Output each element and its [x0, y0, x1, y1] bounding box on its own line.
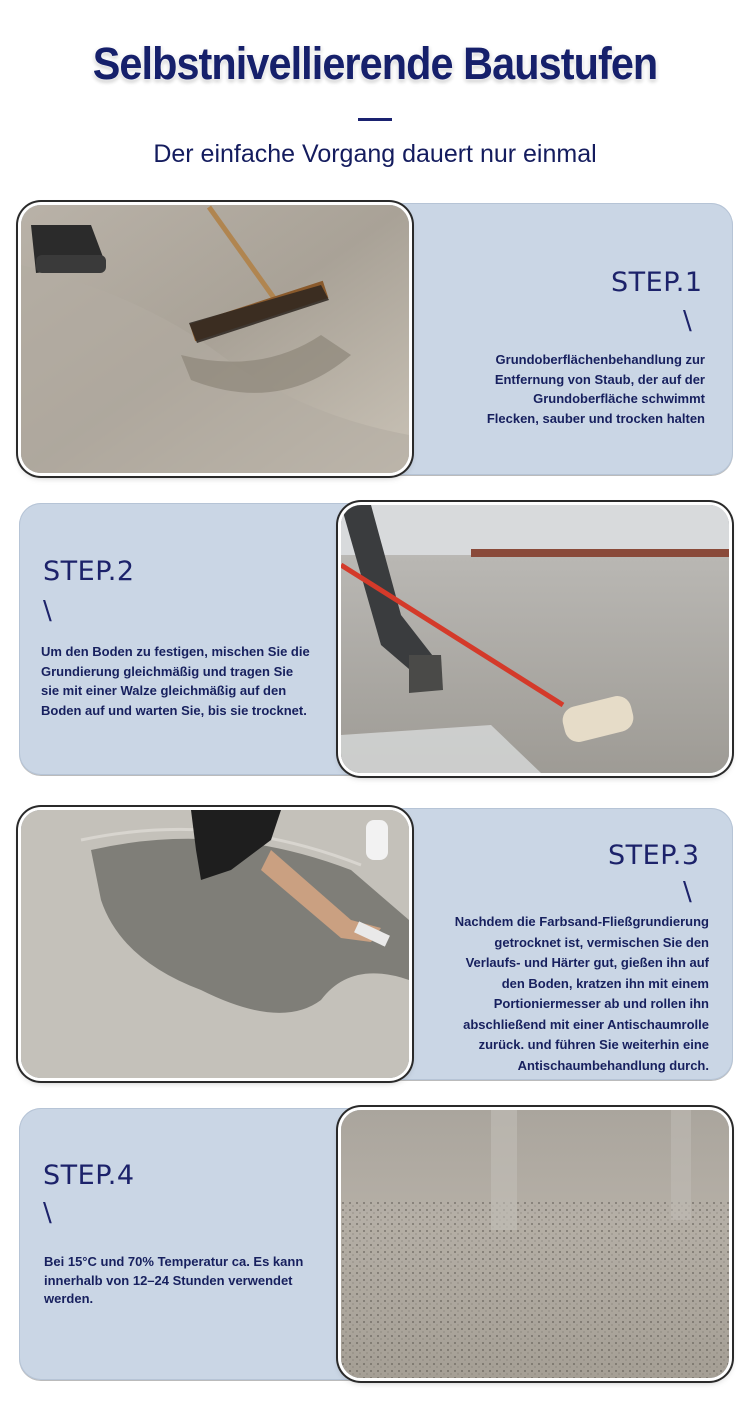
step-3-slash: \ — [683, 877, 692, 907]
text-line: Bei 15°C und 70% Temperatur ca. Es kann — [44, 1254, 304, 1269]
text-line: werden. — [44, 1291, 94, 1306]
step-3-photo — [21, 810, 409, 1078]
text-line: Um den Boden zu festigen, mischen Sie die — [41, 644, 310, 659]
step-4-slash: \ — [43, 1198, 52, 1228]
step-2-label: STEP.2 — [43, 556, 135, 587]
step-2-photo — [341, 505, 729, 773]
step-4-photo — [341, 1110, 729, 1378]
step-1-label: STEP.1 — [611, 267, 703, 298]
page-title: Selbstnivellierende Baustufen — [92, 38, 658, 89]
text-line: Antischaumbehandlung durch. — [517, 1057, 709, 1073]
text-line: Entfernung von Staub, der auf der — [494, 371, 705, 387]
text-line: Portioniermesser ab und rollen ihn — [493, 996, 709, 1011]
step-1-photo — [21, 205, 409, 473]
text-line: Grundierung gleichmäßig und tragen Sie — [41, 663, 294, 679]
text-line: Nachdem die Farbsand-Fließgrundierung — [454, 914, 709, 929]
text-line: innerhalb von 12–24 Stunden verwendet — [44, 1272, 293, 1288]
step-3-description — [455, 912, 709, 1076]
step-1-slash: \ — [683, 306, 692, 336]
page-subtitle: Der einfache Vorgang dauert nur einmal — [153, 140, 597, 168]
text-line: Flecken, sauber und trocken halten — [486, 410, 705, 426]
text-line: Grundoberflächenbehandlung zur — [495, 352, 705, 367]
step-3-label: STEP.3 — [608, 840, 700, 871]
text-line: Grundoberfläche schwimmt — [533, 391, 705, 406]
title-divider — [358, 118, 392, 121]
text-line: abschließend mit einer Antischaumrolle — [463, 1016, 709, 1032]
step-4-description — [44, 1253, 303, 1309]
text-line: getrocknet ist, vermischen Sie den — [494, 934, 709, 950]
text-line: sie mit einer Walze gleichmäßig auf den — [41, 683, 287, 698]
step-2-description — [41, 642, 310, 720]
step-4-label: STEP.4 — [43, 1160, 135, 1191]
text-line: Boden auf und warten Sie, bis sie trocknet. — [41, 702, 307, 718]
step-1-description — [487, 350, 705, 428]
text-line: Verlaufs- und Härter gut, gießen ihn auf — [465, 955, 709, 970]
text-line: den Boden, kratzen ihn mit einem — [501, 975, 709, 991]
step-2-slash: \ — [43, 596, 52, 626]
text-line: zurück. und führen Sie weiterhin eine — [478, 1037, 709, 1052]
